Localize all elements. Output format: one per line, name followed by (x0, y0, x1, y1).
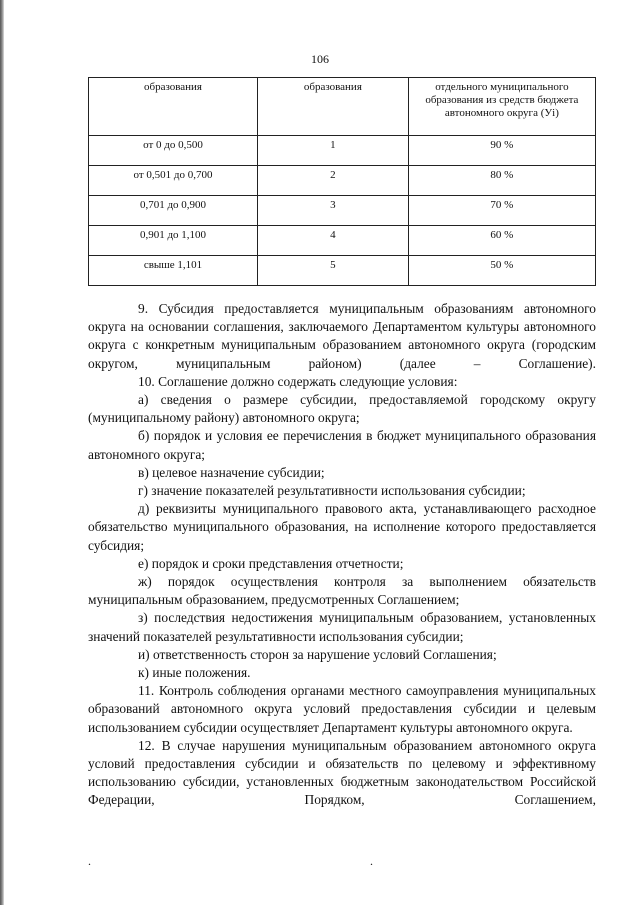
table-cell-share: 80 % (408, 166, 595, 196)
scan-edge (0, 0, 4, 905)
table-cell-range: 0,701 до 0,900 (89, 196, 258, 226)
table-header-cell: образования (89, 78, 258, 136)
table-cell-share: 90 % (408, 136, 595, 166)
list-item-d: д) реквизиты муниципального правового акта, устанавливающего расходное обязательство муниципального образования, на исполнение которого предоставляется субсидия; (88, 501, 596, 553)
scan-mark: . (370, 854, 373, 868)
table-cell-group: 4 (257, 226, 408, 256)
table-cell-share: 50 % (408, 256, 595, 286)
list-item-e: е) порядок и сроки представления отчетности; (138, 555, 404, 571)
table-cell-range: свыше 1,101 (89, 256, 258, 286)
table-cell-range: 0,901 до 1,100 (89, 226, 258, 256)
list-item-g: г) значение показателей результативности использования субсидии; (138, 483, 526, 499)
scan-mark: . (88, 854, 91, 868)
table-row (89, 226, 596, 256)
table-cell-share: 60 % (408, 226, 595, 256)
table-row (89, 196, 596, 226)
table-row (89, 166, 596, 196)
page-number: 106 (311, 52, 329, 66)
table-cell-share: 70 % (408, 196, 595, 226)
subsidy-rate-table (88, 77, 596, 286)
table-row (89, 256, 596, 286)
table-cell-group: 3 (257, 196, 408, 226)
table-row (89, 136, 596, 166)
table-cell-group: 2 (257, 166, 408, 196)
table-cell-range: от 0 до 0,500 (89, 136, 258, 166)
paragraph-9: 9. Субсидия предоставляется муниципальным образованиям автономного округа на основании соглашения, заключаемого Департаментом культуры автономного округа с конкретным муниципальным образованием автономного округа (городским округом, муниципальным районом) (далее – Соглашение). (88, 301, 596, 371)
document-body (88, 300, 596, 810)
list-item-b: б) порядок и условия ее перечисления в бюджет муниципального образования автономного округа; (88, 428, 596, 462)
table-header-cell: отдельного муниципального образования из средств бюджета автономного округа (Уi) (408, 78, 595, 136)
list-item-i: и) ответственность сторон за нарушение условий Соглашения; (138, 646, 497, 662)
paragraph-10: 10. Соглашение должно содержать следующие условия: (138, 373, 458, 389)
paragraph-11: 11. Контроль соблюдения органами местного самоуправления муниципальных образований автономного округа условий предоставления субсидии и целевым использованием субсидии осуществляет Департамент культуры автономного округа. (88, 683, 596, 735)
list-item-v: в) целевое назначение субсидии; (138, 464, 325, 480)
list-item-z: з) последствия недостижения муниципальным образованием, установленных значений показателей результативности использования субсидии; (88, 610, 596, 644)
table-header-row (89, 78, 596, 136)
paragraph-12: 12. В случае нарушения муниципальным образованием автономного округа условий предоставления субсидии и обязательств по целевому и эффективному использованию субсидии, установленных бюджетным законодательством Российской Федерации, Порядком, Соглашением, (88, 737, 596, 808)
table-header-cell: образования (257, 78, 408, 136)
table-cell-range: от 0,501 до 0,700 (89, 166, 258, 196)
list-item-zh: ж) порядок осуществления контроля за выполнением обязательств муниципальным образованием, предусмотренных Соглашением; (88, 574, 596, 608)
table-cell-group: 1 (257, 136, 408, 166)
list-item-k: к) иные положения. (138, 665, 251, 681)
list-item-a: а) сведения о размере субсидии, предоставляемой городскому округу (муниципальному району) автономного округа; (88, 392, 596, 426)
table-cell-group: 5 (257, 256, 408, 286)
